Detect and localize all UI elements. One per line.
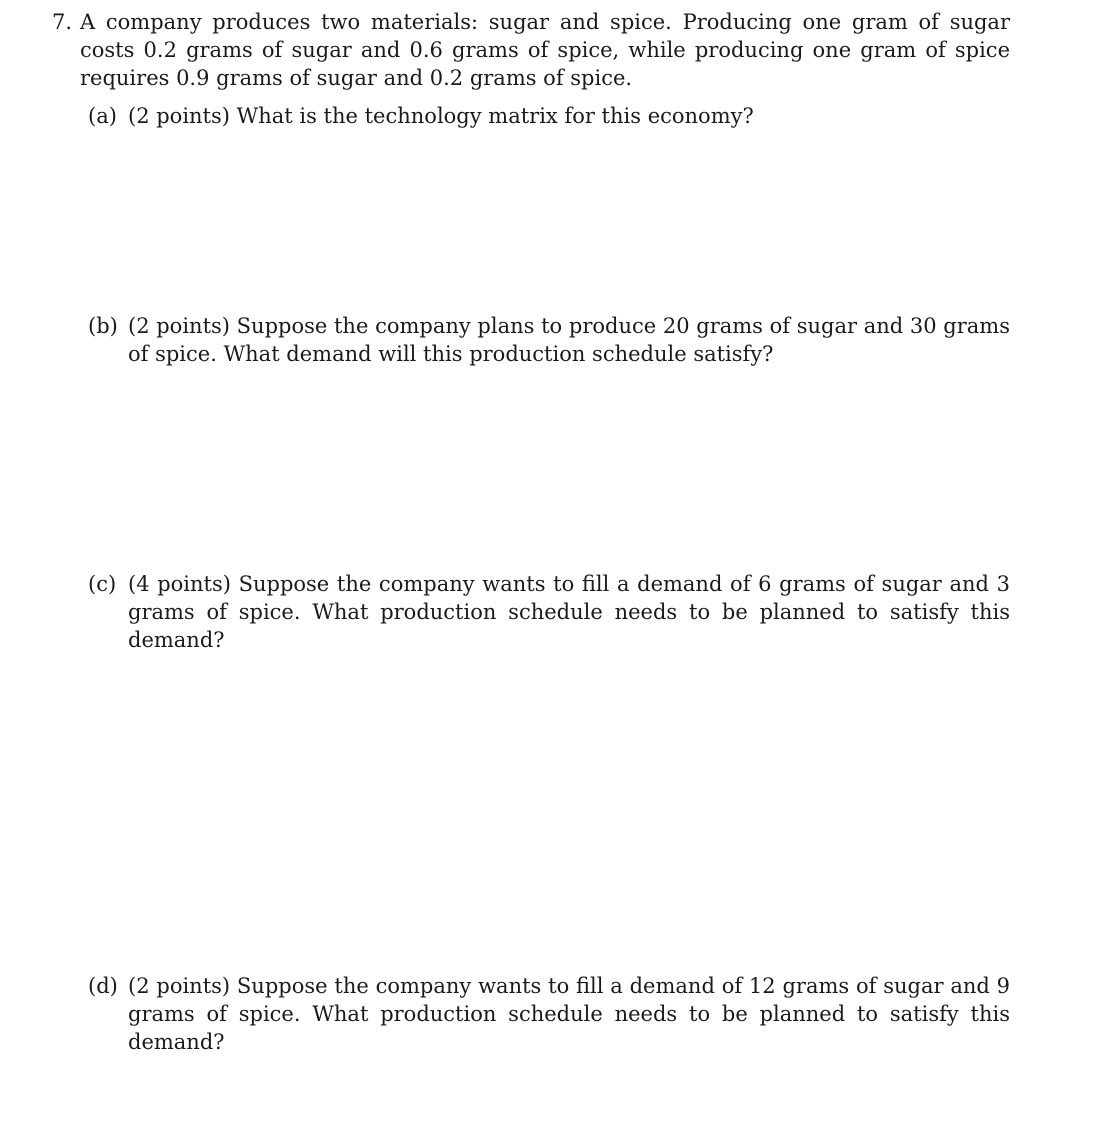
part-c-label: (c) [88,572,117,596]
problem-intro: A company produces two materials: sugar and spice. Producing one gram of sugar costs 0.2 grams of sugar and 0.6 grams of spice, while producing one gram of spice requires 0.9 grams of sugar and 0.2 grams of spice. [80,10,1010,90]
problem-number: 7. [52,10,73,34]
part-a-label: (a) [88,104,117,128]
part-c-question: (4 points) Suppose the company wants to fill a demand of 6 grams of sugar and 3 grams of spice. What production schedule needs to be planned to satisfy this demand? [128,572,1010,652]
part-b-question: (2 points) Suppose the company plans to produce 20 grams of sugar and 30 grams of spice. What demand will this production schedule satisfy? [128,314,1010,366]
part-b-label: (b) [88,314,118,338]
part-d-label: (d) [88,974,118,998]
part-d-question: (2 points) Suppose the company wants to fill a demand of 12 grams of sugar and 9 grams of spice. What production schedule needs to be planned to satisfy this demand? [128,974,1010,1054]
part-a-question: (2 points) What is the technology matrix for this economy? [128,104,754,128]
